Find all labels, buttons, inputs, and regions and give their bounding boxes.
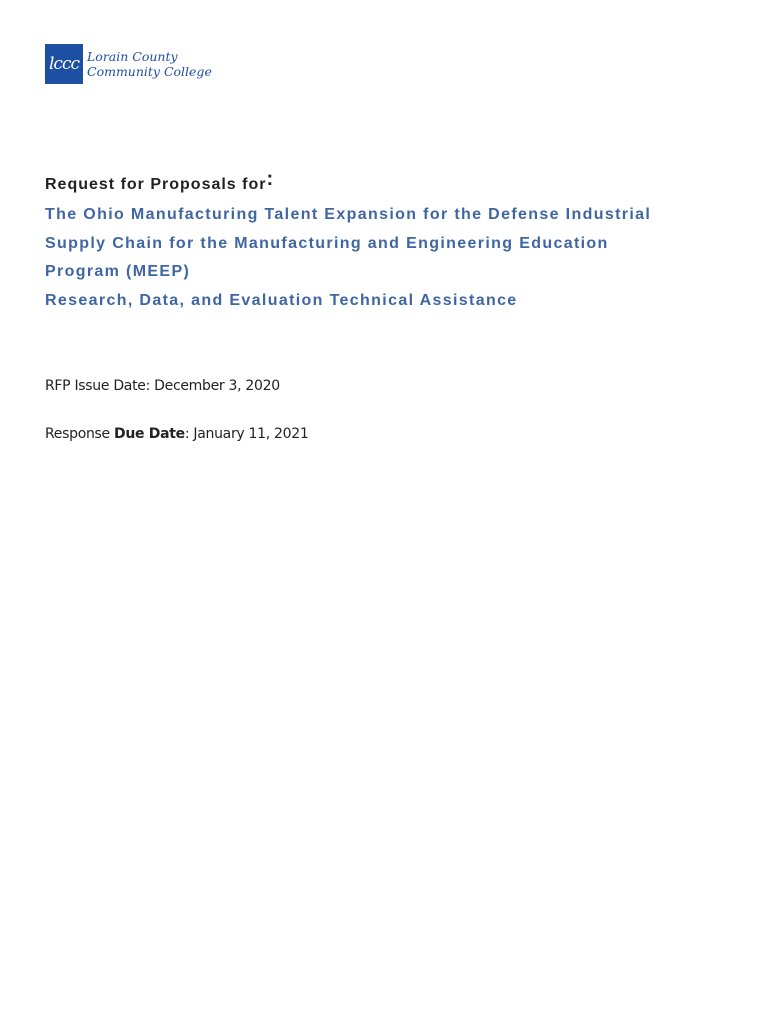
logo-text bbox=[87, 49, 212, 79]
logo-line-2: Community College bbox=[87, 64, 212, 79]
title-line-1: The Ohio Manufacturing Talent Expansion for the Defense Industrial bbox=[45, 206, 652, 223]
issue-date-label: RFP Issue Date: bbox=[45, 378, 151, 394]
lccc-logo-mark: lccc bbox=[45, 44, 83, 84]
issue-date bbox=[45, 378, 280, 394]
title-line-3: Program (MEEP) bbox=[45, 263, 191, 280]
college-logo bbox=[45, 44, 212, 84]
heading-text: Request for Proposals for bbox=[45, 176, 267, 193]
due-date-value: January 11, 2021 bbox=[193, 426, 309, 442]
logo-line-1: Lorain County bbox=[87, 49, 178, 64]
title-line-2: Supply Chain for the Manufacturing and Engineering Education bbox=[45, 234, 609, 252]
heading-colon: : bbox=[266, 168, 274, 190]
issue-date-value: December 3, 2020 bbox=[154, 378, 280, 394]
due-date-label: Due Date bbox=[114, 426, 185, 442]
rfp-heading bbox=[45, 168, 274, 195]
rfp-title bbox=[45, 201, 745, 315]
due-date-prefix: Response bbox=[45, 426, 110, 442]
due-date bbox=[45, 426, 308, 442]
due-date-colon: : bbox=[184, 426, 190, 442]
title-line-4: Research, Data, and Evaluation Technical Assistance bbox=[45, 291, 518, 309]
